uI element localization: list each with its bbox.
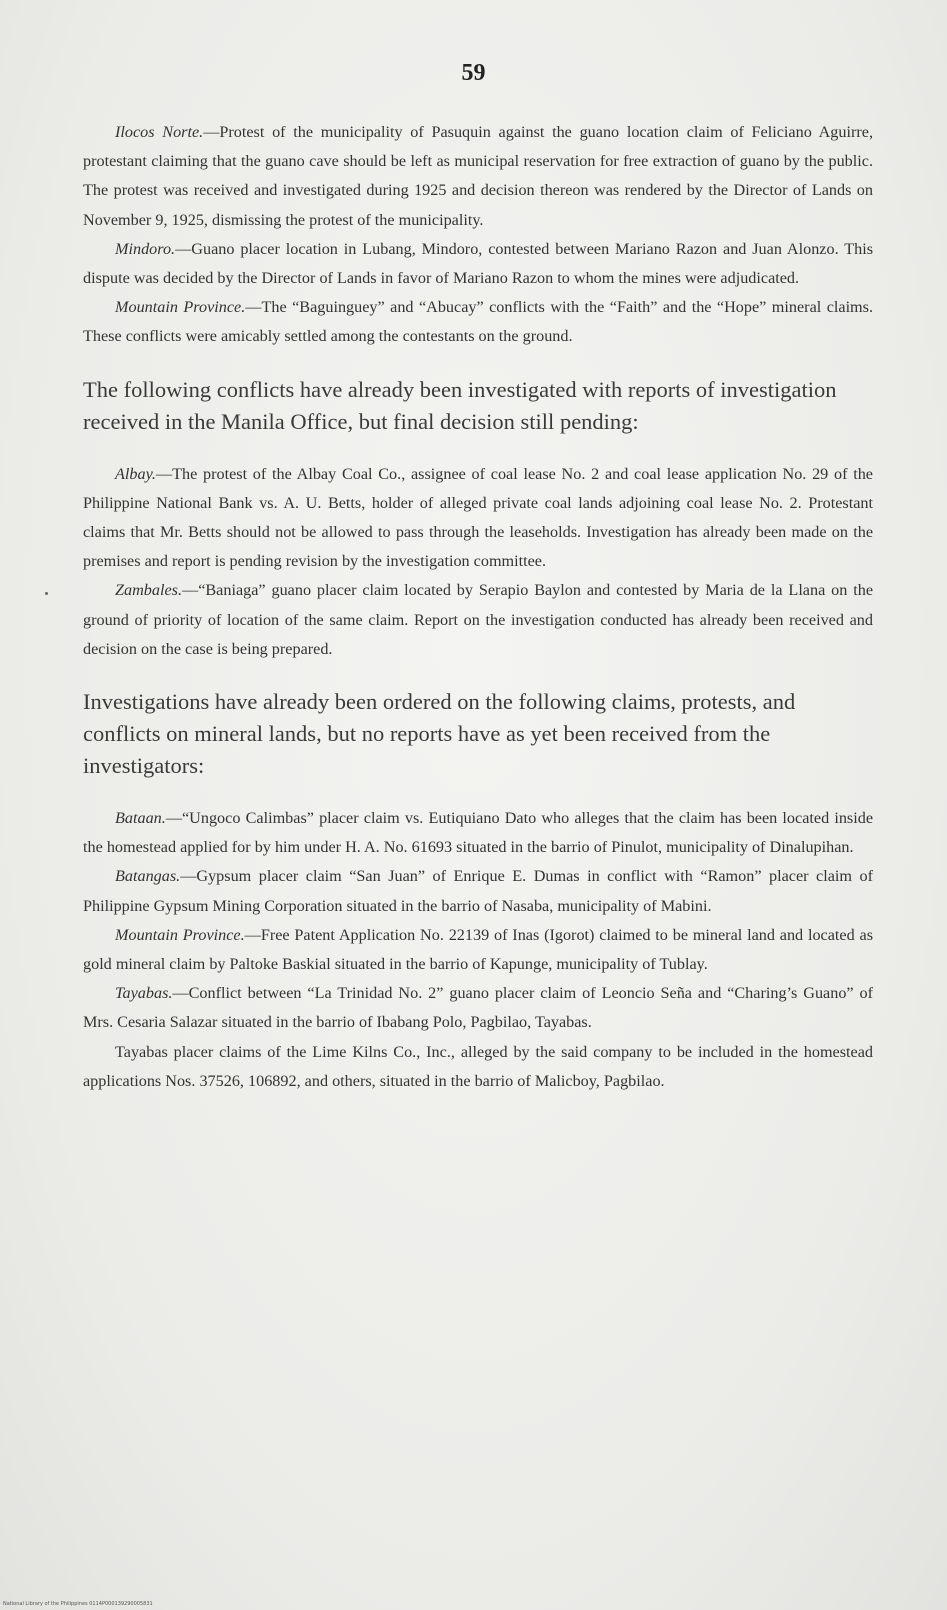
archive-footer: National Library of the Philippines 0114P000139290005831: [3, 1601, 153, 1607]
place-name: Batangas.: [115, 867, 181, 886]
page-number: 59: [461, 60, 486, 86]
paragraph-text: —“Baniaga” guano placer claim located by Serapio Baylon and contested by Maria de la Llana on the ground of priority of location of the same claim. Report on the investigation conducted has already been received and decision on the case is being prepared.: [83, 581, 873, 658]
section-heading-ordered: Investigations have already been ordered on the following claims, protests, and conflicts on mineral lands, but no reports have as yet been received from the investigators:: [83, 689, 796, 779]
place-name: Albay.: [115, 464, 156, 483]
place-name: Mountain Province.: [115, 925, 245, 944]
paragraph-tayabas: [83, 979, 873, 1037]
paragraph-mindoro: [83, 235, 873, 293]
paragraph-zambales: [83, 576, 873, 664]
paragraph-text: —Gypsum placer claim “San Juan” of Enrique E. Dumas in conflict with “Ramon” placer claim of Philippine Gypsum Mining Corporation situated in the barrio of Nasaba, municipality of Mabini.: [83, 867, 873, 915]
section-heading-pending: The following conflicts have already been investigated with reports of investigation received in the Manila Office, but final decision still pending:: [83, 376, 837, 434]
scan-speck: [45, 592, 48, 595]
paragraph-mountain-province-1: [83, 293, 873, 351]
place-name: Mountain Province.: [115, 298, 246, 317]
paragraph-tayabas-lime-kilns: [83, 1038, 873, 1096]
paragraph-batangas: [83, 862, 873, 920]
paragraph-ilocos-norte: [83, 118, 873, 235]
paragraph-text: Tayabas placer claims of the Lime Kilns Co., Inc., alleged by the said company to be included in the homestead applications Nos. 37526, 106892, and others, situated in the barrio of Malicboy, Pagbilao.: [83, 1042, 873, 1090]
paragraph-text: —“Ungoco Calimbas” placer claim vs. Eutiquiano Dato who alleges that the claim has been located inside the homestead applied for by him under H. A. No. 61693 situated in the barrio of Pinulot, municipality of Dinalupihan.: [83, 809, 873, 857]
paragraph-albay: [83, 460, 873, 577]
place-name: Tayabas.: [115, 984, 173, 1003]
place-name: Mindoro.: [115, 239, 176, 258]
paragraph-text: —The protest of the Albay Coal Co., assignee of coal lease No. 2 and coal lease application No. 29 of the Philippine National Bank vs. A. U. Betts, holder of alleged private coal lands adjoining coal lease No. 2. Protestant claims that Mr. Betts should not be allowed to pass through the leaseholds. Investigation has already been made on the premises and report is pending revision by the investigation committee.: [83, 464, 873, 571]
paragraph-text: —Free Patent Application No. 22139 of Inas (Igorot) claimed to be mineral land and located as gold mineral claim by Paltoke Baskial situated in the barrio of Kapunge, municipality of Tublay.: [83, 925, 874, 974]
paragraph-text: —Conflict between “La Trinidad No. 2” guano placer claim of Leoncio Seña and “Charing’s Guano” of Mrs. Cesaria Salazar situated in the barrio of Ibabang Polo, Pagbilao, Tayabas.: [83, 984, 873, 1032]
place-name: Zambales.: [115, 581, 183, 600]
paragraph-bataan: [83, 804, 873, 862]
paragraph-mountain-province-2: [83, 921, 873, 979]
paragraph-text: —Protest of the municipality of Pasuquin against the guano location claim of Feliciano Aguirre, protestant claiming that the guano cave should be left as municipal reservation for free extraction of guano by the public. The protest was received and investigated during 1925 and decision thereon was rendered by the Director of Lands on November 9, 1925, dismissing the protest of the municipality.: [83, 123, 873, 229]
paragraph-text: —The “Baguinguey” and “Abucay” conflicts with the “Faith” and the “Hope” mineral claims. These conflicts were amicably settled among the contestants on the ground.: [83, 298, 873, 346]
paragraph-text: —Guano placer location in Lubang, Mindoro, contested between Mariano Razon and Juan Alonzo. This dispute was decided by the Director of Lands in favor of Mariano Razon to whom the mines were adjudicated.: [83, 239, 873, 288]
place-name: Ilocos Norte.: [115, 123, 204, 141]
place-name: Bataan.: [115, 809, 166, 828]
page-body: [83, 118, 873, 1096]
